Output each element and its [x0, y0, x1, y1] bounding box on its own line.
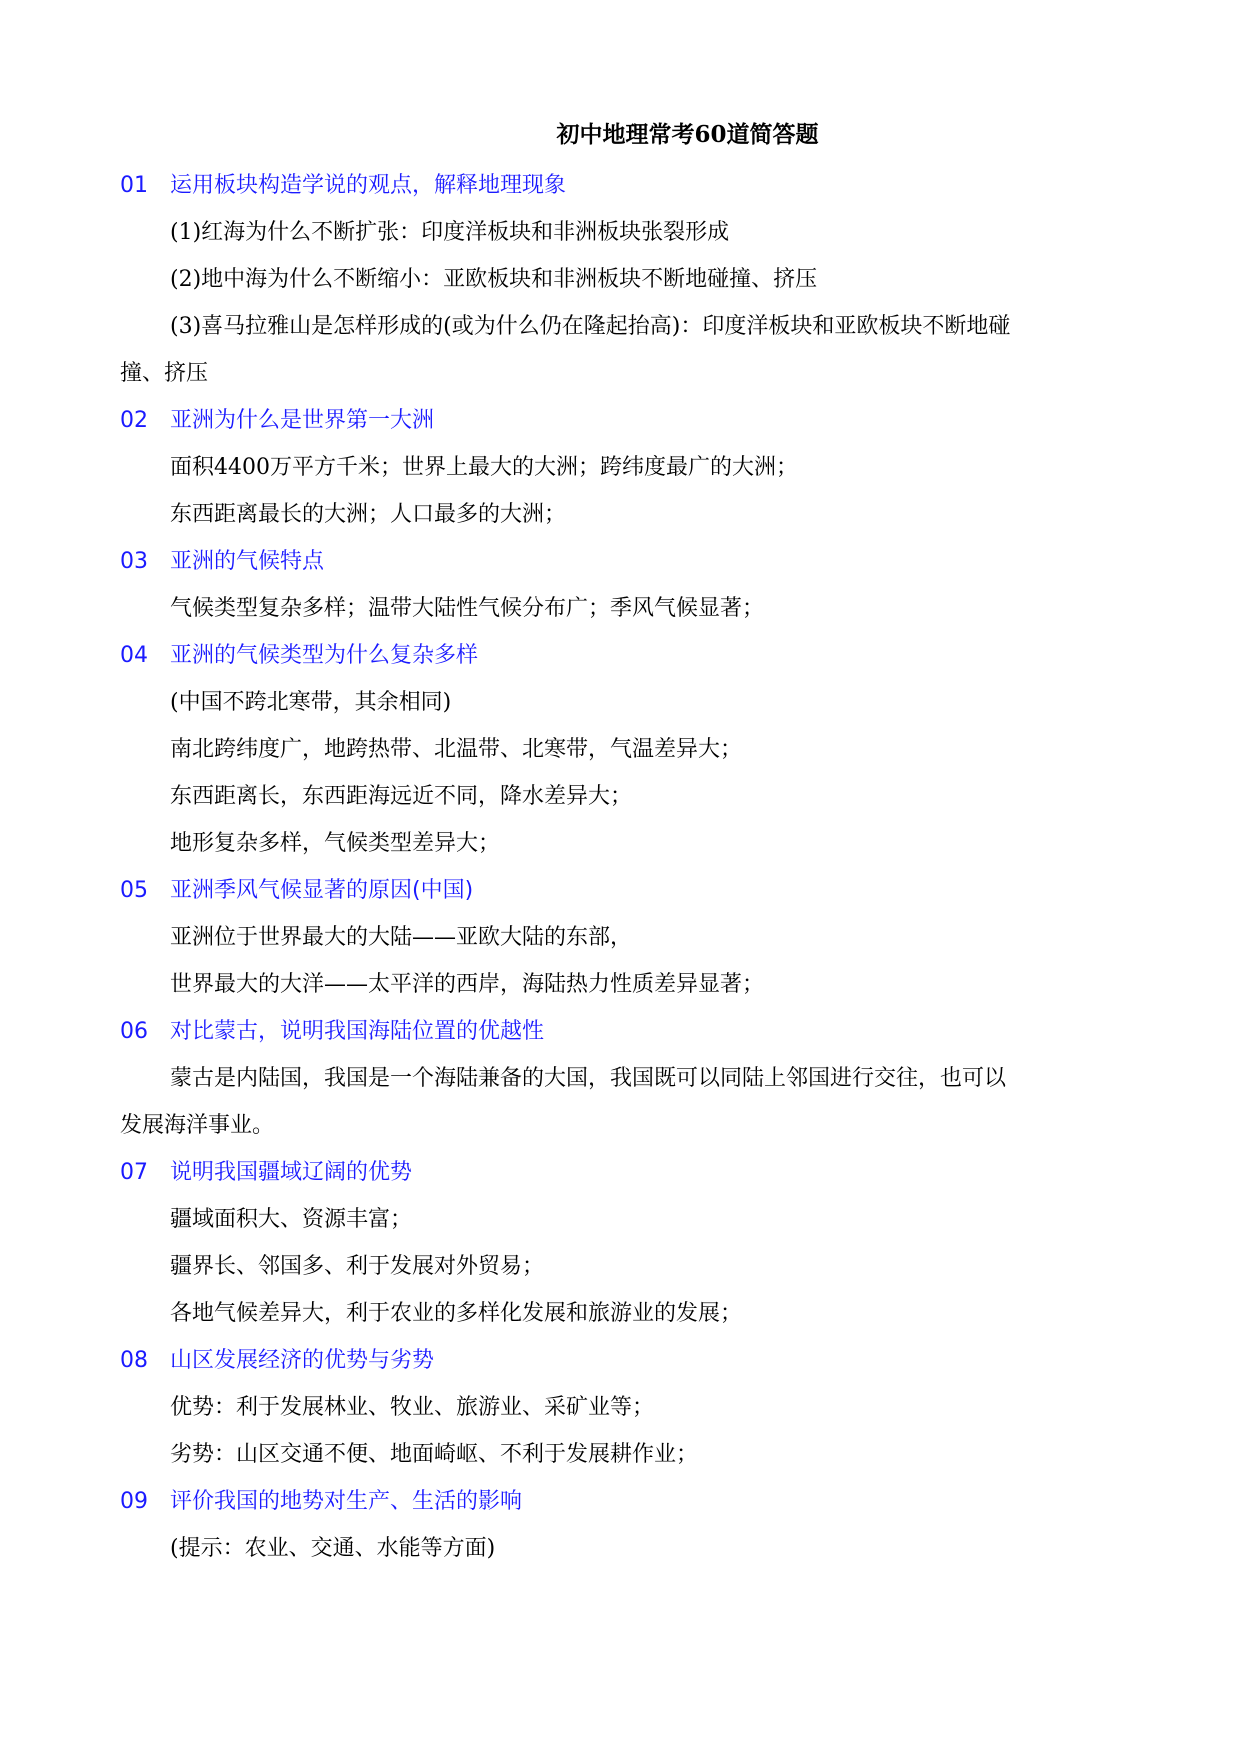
answer-line: (中国不跨北寒带，其余相同) — [170, 690, 452, 715]
question-heading — [120, 1149, 1130, 1196]
question-text: 运用板块构造学说的观点，解释地理现象 — [170, 173, 567, 198]
answer-line: 疆域面积大、资源丰富； — [170, 1207, 413, 1232]
question-number: 08 — [120, 1348, 148, 1373]
answer-line: 优势：利于发展林业、牧业、旅游业、采矿业等； — [170, 1395, 655, 1420]
question-heading — [120, 397, 1130, 444]
answer-line: 面积4400万平方千米；世界上最大的大洲；跨纬度最广的大洲； — [170, 455, 798, 480]
question-text: 亚洲季风气候显著的原因(中国) — [170, 878, 474, 903]
question-text: 对比蒙古，说明我国海陆位置的优越性 — [170, 1019, 545, 1044]
question-text: 亚洲的气候类型为什么复杂多样 — [170, 643, 479, 668]
question-list — [120, 162, 1130, 1572]
question-number: 06 — [120, 1019, 148, 1044]
question-heading — [120, 632, 1130, 679]
question-number: 01 — [120, 173, 148, 198]
question-number: 09 — [120, 1489, 148, 1514]
answer-line: 东西距离长，东西距海远近不同，降水差异大； — [170, 784, 633, 809]
question-text: 评价我国的地势对生产、生活的影响 — [170, 1489, 523, 1514]
question-text: 亚洲的气候特点 — [170, 549, 325, 574]
answer-line: 东西距离最长的大洲；人口最多的大洲； — [170, 502, 567, 527]
question-number: 05 — [120, 878, 148, 903]
question-text: 说明我国疆域辽阔的优势 — [170, 1160, 413, 1185]
answer-line: 各地气候差异大，利于农业的多样化发展和旅游业的发展； — [170, 1301, 743, 1326]
answer-line: 发展海洋事业。 — [120, 1113, 275, 1138]
answer-line: 气候类型复杂多样；温带大陆性气候分布广；季风气候显著； — [170, 596, 765, 621]
question-heading — [120, 1478, 1130, 1525]
question-text: 亚洲为什么是世界第一大洲 — [170, 408, 435, 433]
question-heading — [120, 1008, 1130, 1055]
answer-line: 疆界长、邻国多、利于发展对外贸易； — [170, 1254, 545, 1279]
document-title: 初中地理常考60道简答题 — [556, 121, 819, 148]
question-number: 03 — [120, 549, 148, 574]
answer-line: 亚洲位于世界最大的大陆——亚欧大陆的东部， — [170, 925, 633, 950]
answer-line: 地形复杂多样，气候类型差异大； — [170, 831, 501, 856]
answer-line: 劣势：山区交通不便、地面崎岖、不利于发展耕作业； — [170, 1442, 699, 1467]
answer-line: 撞、挤压 — [120, 361, 209, 386]
question-heading — [120, 1337, 1130, 1384]
question-number: 04 — [120, 643, 148, 668]
question-heading — [120, 867, 1130, 914]
question-heading — [120, 538, 1130, 585]
answer-line: 南北跨纬度广，地跨热带、北温带、北寒带，气温差异大； — [170, 737, 743, 762]
answer-line: 世界最大的大洋——太平洋的西岸，海陆热力性质差异显著； — [170, 972, 765, 997]
answer-line: 蒙古是内陆国，我国是一个海陆兼备的大国，我国既可以同陆上邻国进行交往，也可以 — [170, 1066, 1007, 1091]
answer-line: (2)地中海为什么不断缩小：亚欧板块和非洲板块不断地碰撞、挤压 — [170, 267, 818, 292]
answer-line: (1)红海为什么不断扩张：印度洋板块和非洲板块张裂形成 — [170, 220, 730, 245]
question-text: 山区发展经济的优势与劣势 — [170, 1348, 435, 1373]
question-heading — [120, 162, 1130, 209]
question-number: 02 — [120, 408, 148, 433]
document-page — [120, 118, 1130, 1572]
answer-line: (提示：农业、交通、水能等方面) — [170, 1536, 496, 1561]
answer-line: (3)喜马拉雅山是怎样形成的(或为什么仍在隆起抬高)：印度洋板块和亚欧板块不断地碰 — [170, 314, 1011, 339]
question-number: 07 — [120, 1160, 148, 1185]
